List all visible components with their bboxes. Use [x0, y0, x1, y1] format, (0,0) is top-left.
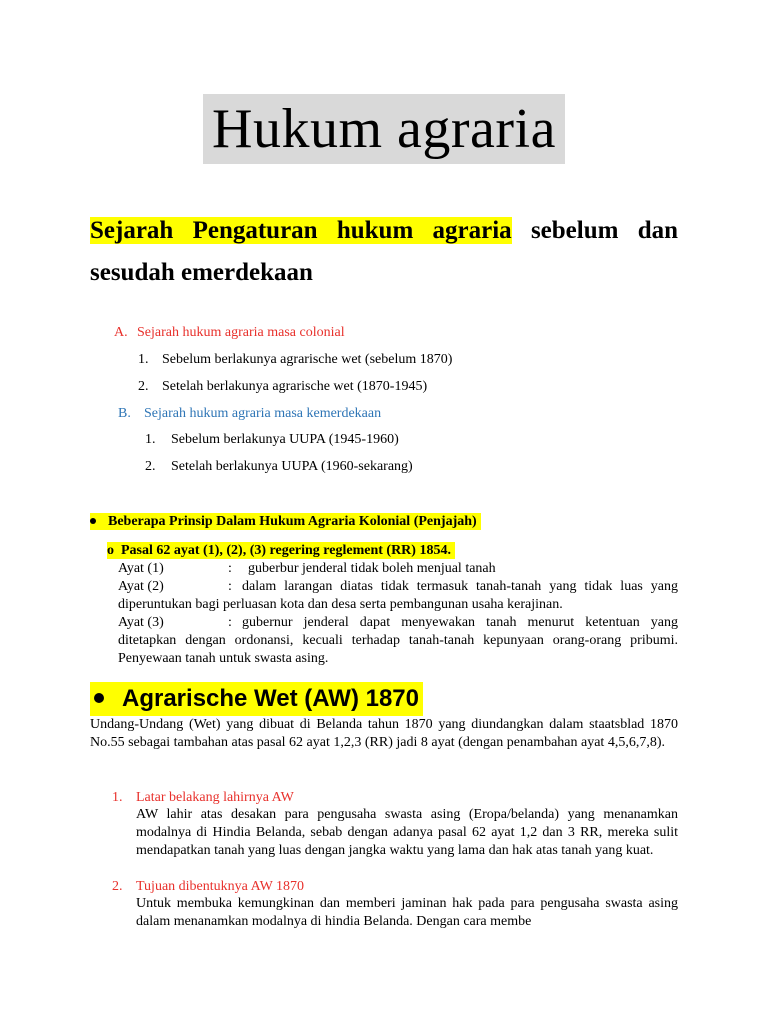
aw-item-text-content [136, 895, 678, 931]
page-title: Hukum agraria [212, 98, 556, 160]
list-item [138, 351, 453, 369]
section-a-label: Sejarah hukum agraria masa colonial [137, 325, 345, 340]
prinsip-heading [90, 512, 481, 532]
aw-item-number: 2. [112, 879, 123, 894]
ayat-text: gubernur jenderal dapat menyewakan tanah menurut ketentuan yang ditetapkan dengan ordonansi, kecuali terhadap tanah-tanah kepunyaan orang-orang pribumi. Penyewaan tanah untuk swasta asing. [118, 615, 678, 666]
aw-heading-text: Agrarische Wet (AW) 1870 [122, 685, 419, 712]
aw-item-label: Latar belakang lahirnya AW [136, 790, 294, 805]
list-item-number: 1. [138, 352, 149, 367]
bullet-icon [90, 518, 96, 524]
ayat-colon: : [228, 561, 232, 576]
ayat-row [118, 614, 678, 668]
aw-highlight [90, 682, 423, 716]
aw-item-text: AW lahir atas desakan para pengusaha swasta asing (Eropa/belanda) yang menanamkan modalnya di Hindia Belanda, sebab dengan adanya pasal 62 ayat 1,2 dan 3 RR, mereka sulit mendapatkan tanah yang luas dengan jangka waktu yang lama dan hak atas tanah yang kuat. [136, 807, 678, 858]
list-item-text: Sebelum berlakunya UUPA (1945-1960) [171, 432, 399, 447]
list-item-number: 1. [145, 432, 156, 447]
ayat-row [118, 578, 678, 614]
prinsip-highlight [90, 513, 481, 530]
list-item [145, 431, 399, 449]
list-item [138, 378, 428, 396]
bullet-icon [94, 693, 104, 703]
ayat-row [118, 560, 678, 578]
ayat-label: Ayat (1) [118, 561, 164, 576]
circle-bullet-icon: o [107, 543, 114, 558]
aw-intro: Undang-Undang (Wet) yang dibuat di Belanda tahun 1870 yang diundangkan dalam staatsblad 1870 No.55 sebagai tambahan atas pasal 62 ayat 1,2,3 (RR) jadi 8 ayat (dengan penambahan ayat 4,5,6,7,8). [90, 717, 678, 750]
list-item-text: Sebelum berlakunya agrarische wet (sebelum 1870) [162, 352, 453, 367]
section-b-marker: B. [118, 406, 131, 421]
section-b-label: Sejarah hukum agraria masa kemerdekaan [144, 406, 382, 421]
ayat-colon: : [228, 579, 232, 594]
aw-item-text [136, 895, 678, 931]
section-subtitle [90, 210, 678, 294]
subtitle-rest: sebelum dan sesudah emerdekaan [90, 217, 679, 286]
list-item-number: 2. [145, 459, 156, 474]
pasal-62-highlight [107, 542, 455, 559]
aw-item-label: Tujuan dibentuknya AW 1870 [136, 879, 305, 894]
subtitle-highlight: Sejarah Pengaturan hukum agraria [90, 217, 512, 244]
section-a-heading [114, 324, 345, 342]
aw-item-number: 1. [112, 790, 123, 805]
list-item-number: 2. [138, 379, 149, 394]
aw-item-text-span: Untuk membuka kemungkinan dan memberi jaminan hak pada para pengusaha swasta asing dalam menanamkan modalnya di hindia Belanda. Dengan cara membe [136, 896, 678, 929]
list-item-text: Setelah berlakunya agrarische wet (1870-1945) [162, 379, 428, 394]
pasal-62-heading-text: Pasal 62 ayat (1), (2), (3) regering reglement (RR) 1854. [121, 543, 451, 558]
list-item [145, 458, 413, 476]
ayat-label: Ayat (2) [118, 579, 164, 594]
ayat-text: dalam larangan diatas tidak termasuk tanah-tanah yang tidak luas yang diperuntukan bagi perluasan kota dan desa serta pembangunan usaha kerajinan. [118, 579, 678, 612]
ayat-text: guberbur jenderal tidak boleh menjual tanah [248, 561, 496, 576]
aw-heading [90, 682, 423, 716]
ayat-label: Ayat (3) [118, 615, 164, 630]
section-b-heading [118, 405, 382, 423]
ayat-colon: : [228, 615, 232, 630]
pasal-62-heading [107, 541, 455, 561]
prinsip-heading-text: Beberapa Prinsip Dalam Hukum Agraria Kolonial (Penjajah) [108, 514, 477, 529]
aw-item-heading [112, 878, 305, 896]
aw-item-heading [112, 789, 294, 807]
list-item-text: Setelah berlakunya UUPA (1960-sekarang) [171, 459, 413, 474]
section-a-marker: A. [114, 325, 128, 340]
